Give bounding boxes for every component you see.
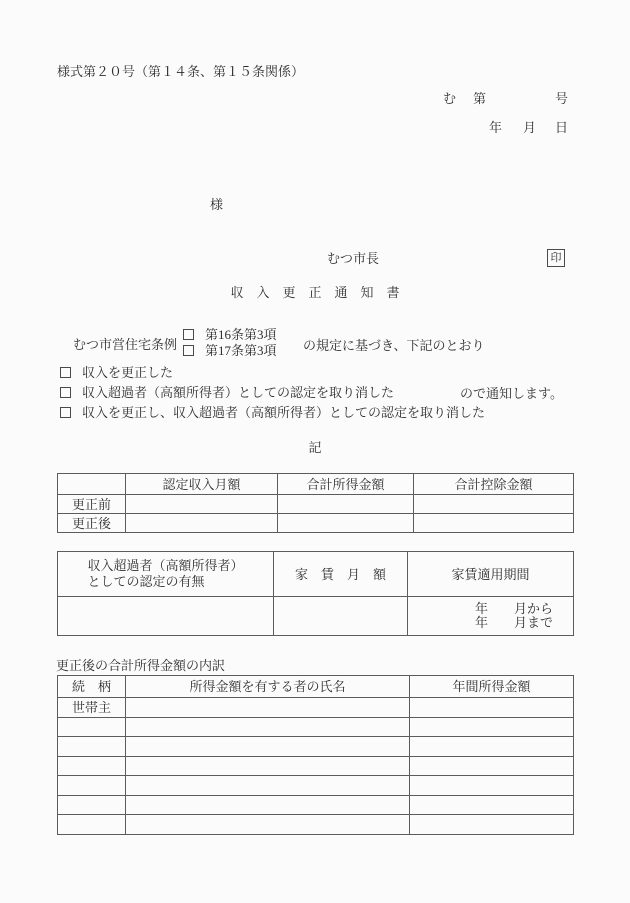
table-cell [410, 815, 574, 835]
rent-table [57, 551, 574, 636]
header-cell-blank [58, 474, 126, 495]
table-row [58, 717, 574, 737]
row-label-before: 更正前 [58, 495, 126, 514]
action-option-3 [60, 406, 485, 419]
table-row [58, 737, 574, 757]
table-row [58, 795, 574, 815]
doc-number-office: む [443, 91, 457, 106]
table-cell [126, 514, 278, 533]
rent-period-cell [408, 597, 574, 636]
action-checkbox-3[interactable] [60, 407, 71, 418]
date-day-label: 日 [555, 120, 569, 135]
sender-title: むつ市長 [327, 251, 380, 266]
row-label-after: 更正後 [58, 514, 126, 533]
clause-option-16 [183, 328, 277, 341]
notice-tail: ので通知します。 [460, 386, 563, 401]
action-option-1 [60, 366, 173, 379]
header-cell-relation: 続 柄 [58, 676, 126, 698]
excess-status-line2: としての認定の有無 [87, 574, 205, 589]
addressee-honorific: 様 [210, 197, 224, 212]
table-cell [58, 756, 126, 776]
breakdown-caption: 更正後の合計所得金額の内訳 [56, 658, 226, 673]
header-cell-monthly-income: 認定収入月額 [126, 474, 278, 495]
table-cell [126, 756, 410, 776]
table-row [58, 756, 574, 776]
table-cell [414, 495, 574, 514]
table-row-before [58, 495, 574, 514]
doc-number-dai: 第 [473, 91, 487, 106]
table-cell [126, 698, 410, 718]
table-row [58, 815, 574, 835]
ordinance-name: むつ市営住宅条例 [73, 337, 178, 352]
seal-mark: 印 [547, 249, 565, 267]
action-label-1: 収入を更正した [82, 365, 174, 380]
header-cell-total-income: 合計所得金額 [278, 474, 414, 495]
table-cell [126, 815, 410, 835]
table-header-row [58, 552, 574, 597]
table-header-row [58, 474, 574, 495]
relation-cell-householder: 世帯主 [58, 698, 126, 718]
table-cell [278, 495, 414, 514]
clause-option-17 [183, 344, 277, 357]
action-option-2 [60, 386, 394, 399]
table-cell [58, 717, 126, 737]
table-row-after [58, 514, 574, 533]
clause-label-17: 第17条第3項 [205, 343, 277, 358]
table-cell [126, 776, 410, 796]
record-mark: 記 [308, 440, 322, 455]
breakdown-table [57, 675, 574, 835]
table-cell [410, 717, 574, 737]
clause-checkbox-17[interactable] [183, 345, 194, 356]
clause-checkbox-16[interactable] [183, 329, 194, 340]
table-row [58, 597, 574, 636]
table-cell [126, 737, 410, 757]
action-label-2: 収入超過者（高額所得者）としての認定を取り消した [82, 385, 395, 400]
ordinance-suffix: の規定に基づき、下記のとおり [303, 338, 485, 353]
header-cell-annual-income: 年間所得金額 [410, 676, 574, 698]
table-cell [414, 514, 574, 533]
header-cell-rent-period: 家賃適用期間 [408, 552, 574, 597]
table-cell [58, 737, 126, 757]
table-cell [58, 776, 126, 796]
excess-status-line1: 収入超過者（高額所得者） [87, 558, 244, 573]
header-cell-earner-name: 所得金額を有する者の氏名 [126, 676, 410, 698]
page-title: 収 入 更 正 通 知 書 [230, 285, 400, 300]
table-row [58, 776, 574, 796]
clause-label-16: 第16条第3項 [205, 327, 277, 342]
form-code: 様式第２０号（第１４条、第１５条関係） [57, 64, 305, 79]
table-cell [410, 698, 574, 718]
period-to: 年 月まで [474, 615, 553, 630]
table-cell [410, 737, 574, 757]
period-from: 年 月から [474, 601, 553, 616]
table-cell [58, 597, 274, 636]
table-row-householder [58, 698, 574, 718]
table-cell [58, 815, 126, 835]
action-label-3: 収入を更正し、収入超過者（高額所得者）としての認定を取り消した [82, 405, 486, 420]
table-cell [278, 514, 414, 533]
doc-number-go: 号 [555, 91, 569, 106]
table-cell [126, 795, 410, 815]
date-month-label: 月 [523, 120, 537, 135]
table-cell [58, 795, 126, 815]
date-year-label: 年 [489, 120, 503, 135]
income-correction-table [57, 473, 574, 533]
table-cell [410, 756, 574, 776]
action-checkbox-1[interactable] [60, 367, 71, 378]
table-cell [410, 776, 574, 796]
header-cell-total-deduction: 合計控除金額 [414, 474, 574, 495]
table-cell [126, 495, 278, 514]
table-cell [126, 717, 410, 737]
table-cell [274, 597, 408, 636]
table-cell [410, 795, 574, 815]
action-checkbox-2[interactable] [60, 387, 71, 398]
header-cell-monthly-rent: 家 賃 月 額 [274, 552, 408, 597]
table-header-row [58, 676, 574, 698]
header-cell-excess-status [58, 552, 274, 597]
